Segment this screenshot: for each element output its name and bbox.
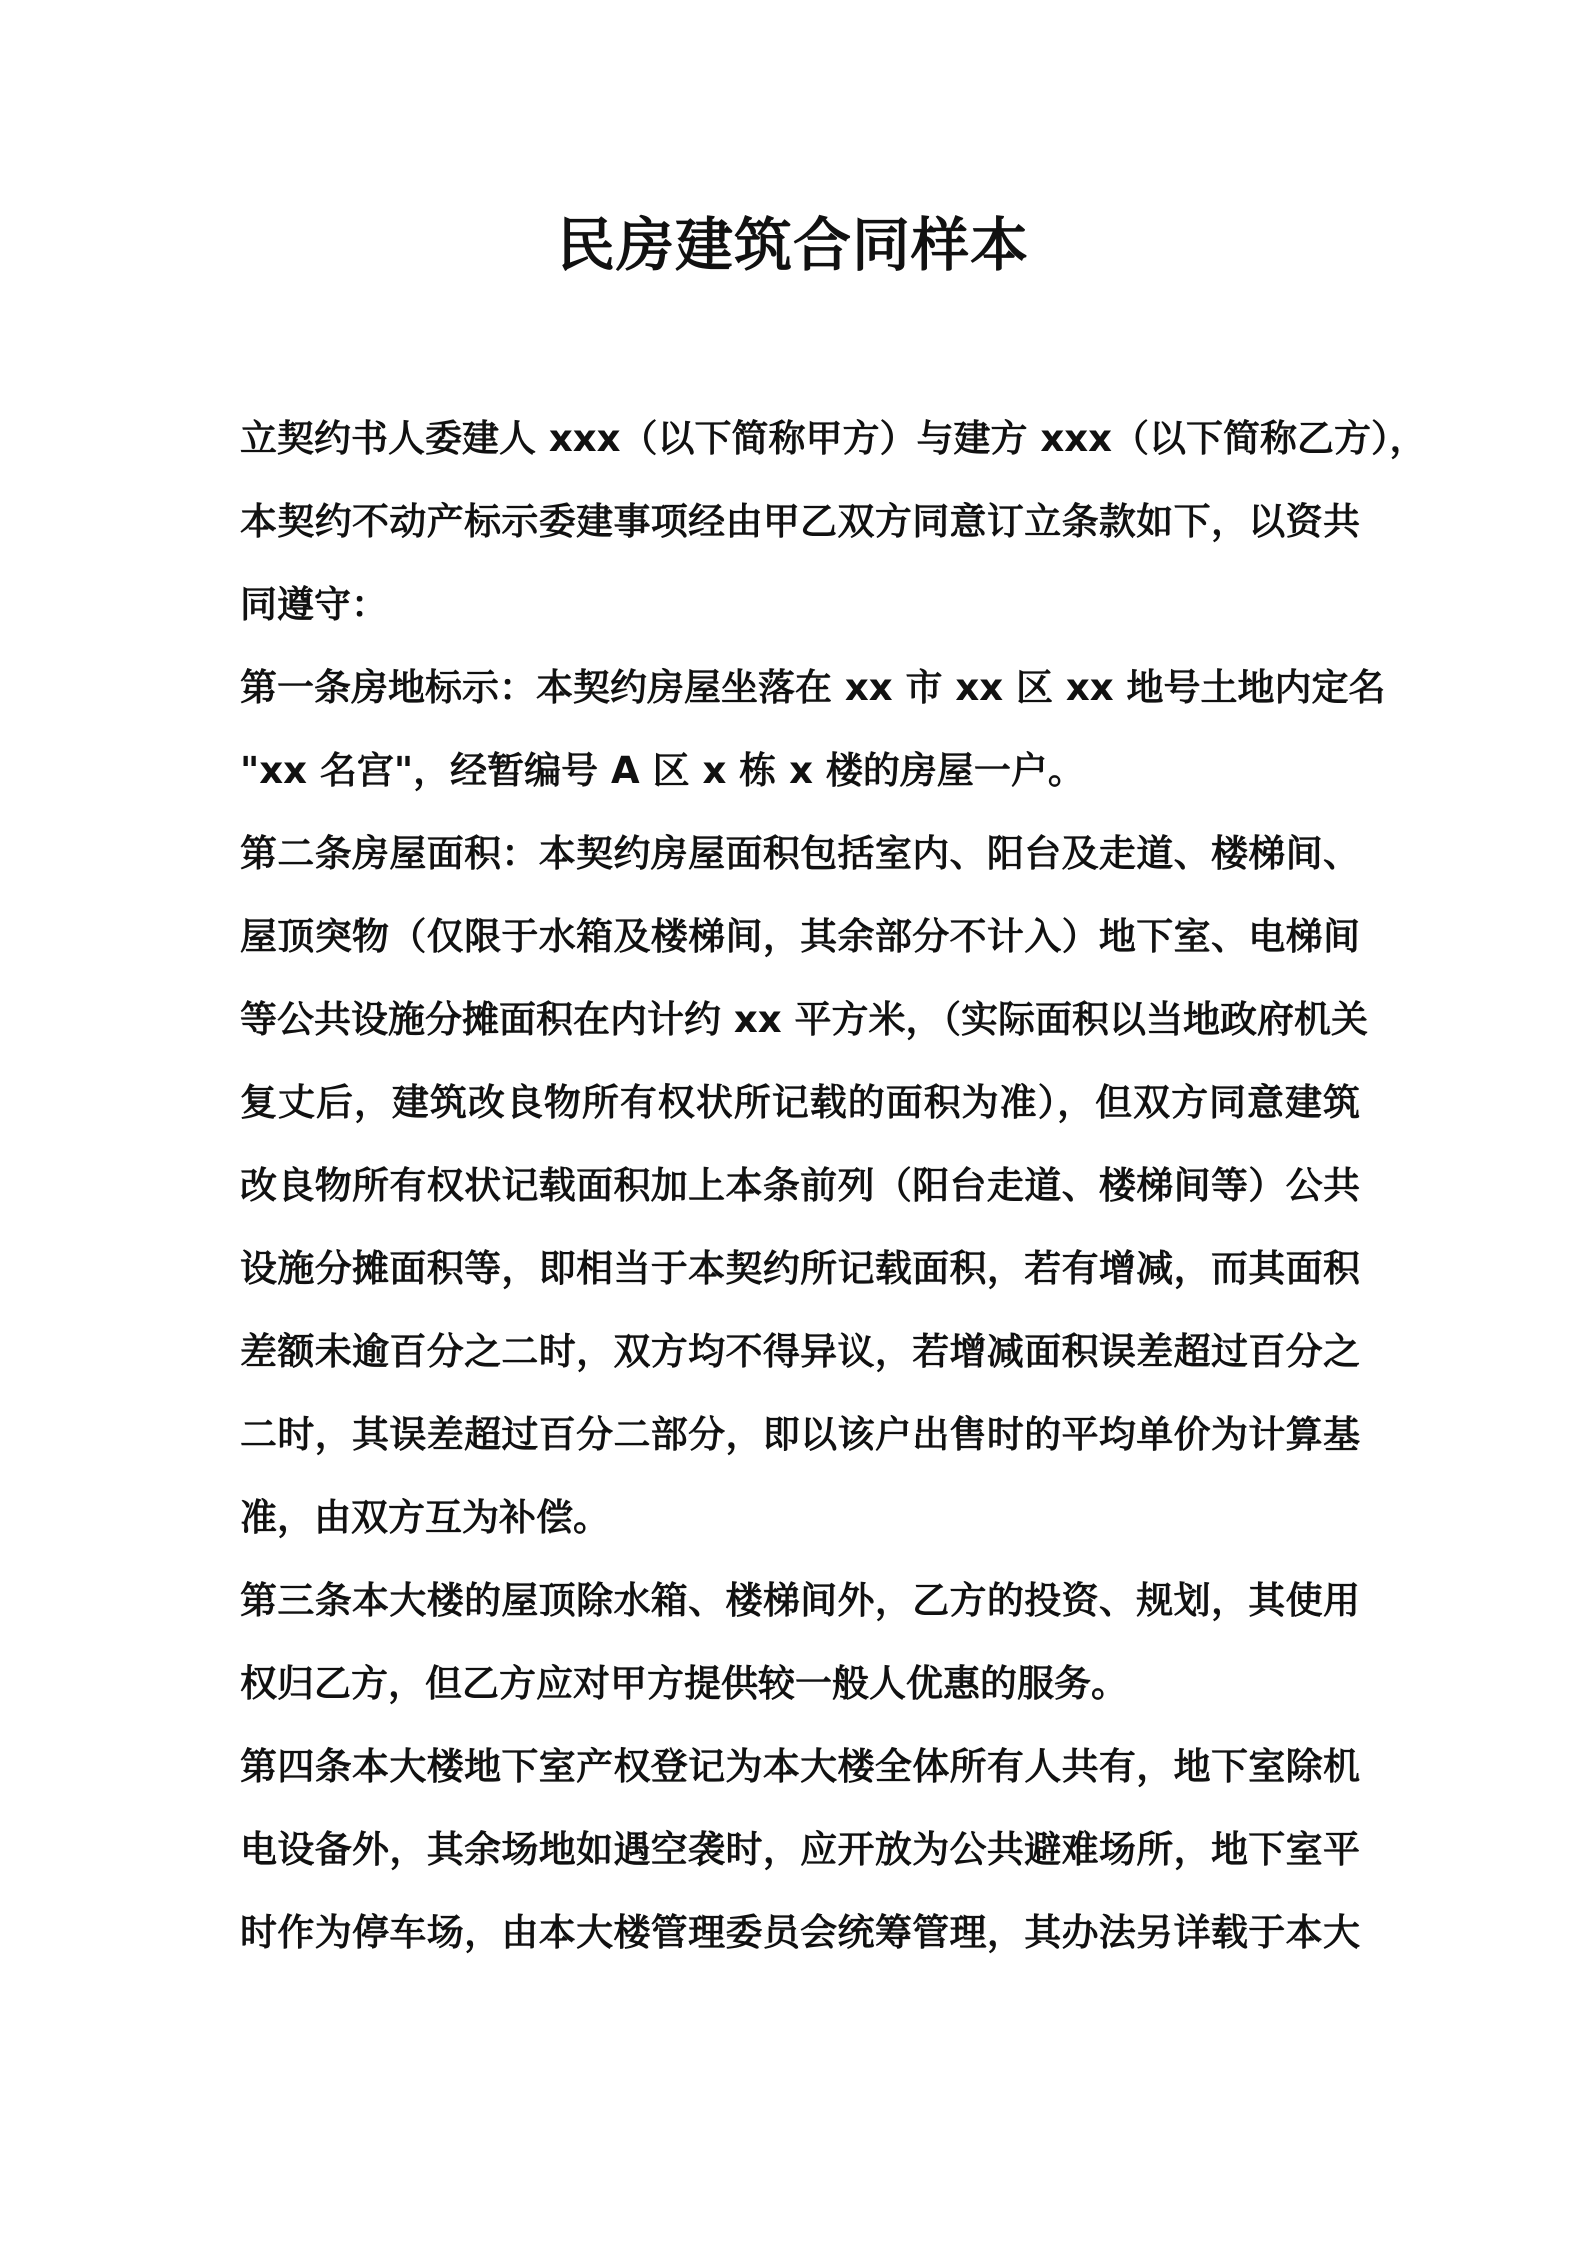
body-line: "xx 名宫"，经暂编号 A 区 x 栋 x 楼的房屋一户。 <box>240 749 1085 792</box>
body-line: 改良物所有权状记载面积加上本条前列（阳台走道、楼梯间等）公共 <box>240 1164 1360 1207</box>
body-line: 屋顶突物（仅限于水箱及楼梯间，其余部分不计入）地下室、电梯间 <box>240 915 1360 958</box>
body-line: 电设备外，其余场地如遇空袭时，应开放为公共避难场所，地下室平 <box>240 1828 1360 1871</box>
body-line: 本契约不动产标示委建事项经由甲乙双方同意订立条款如下，以资共 <box>240 500 1360 543</box>
body-line: 立契约书人委建人 xxx（以下简称甲方）与建方 xxx（以下简称乙方）， <box>240 417 1427 460</box>
body-line: 差额未逾百分之二时，双方均不得异议，若增减面积误差超过百分之 <box>240 1330 1360 1373</box>
body-line: 第一条房地标示：本契约房屋坐落在 xx 市 xx 区 xx 地号土地内定名 <box>240 666 1386 709</box>
body-line: 准，由双方互为补偿。 <box>240 1496 610 1539</box>
body-line: 同遵守： <box>240 583 388 626</box>
body-line: 第二条房屋面积：本契约房屋面积包括室内、阳台及走道、楼梯间、 <box>240 832 1360 875</box>
body-line: 复丈后，建筑改良物所有权状所记载的面积为准），但双方同意建筑 <box>240 1081 1360 1124</box>
document-title: 民房建筑合同样本 <box>556 211 1029 279</box>
body-line: 等公共设施分摊面积在内计约 xx 平方米，（实际面积以当地政府机关 <box>240 998 1368 1041</box>
body-line: 时作为停车场，由本大楼管理委员会统筹管理，其办法另详载于本大 <box>240 1911 1360 1954</box>
body-line: 第三条本大楼的屋顶除水箱、楼梯间外，乙方的投资、规划，其使用 <box>240 1579 1360 1622</box>
body-line: 权归乙方，但乙方应对甲方提供较一般人优惠的服务。 <box>240 1662 1128 1705</box>
body-line: 第四条本大楼地下室产权登记为本大楼全体所有人共有，地下室除机 <box>240 1745 1360 1788</box>
body-line: 二时，其误差超过百分二部分，即以该户出售时的平均单价为计算基 <box>240 1413 1360 1456</box>
body-line: 设施分摊面积等，即相当于本契约所记载面积，若有增减，而其面积 <box>240 1247 1360 1290</box>
document-body <box>240 404 1427 1981</box>
